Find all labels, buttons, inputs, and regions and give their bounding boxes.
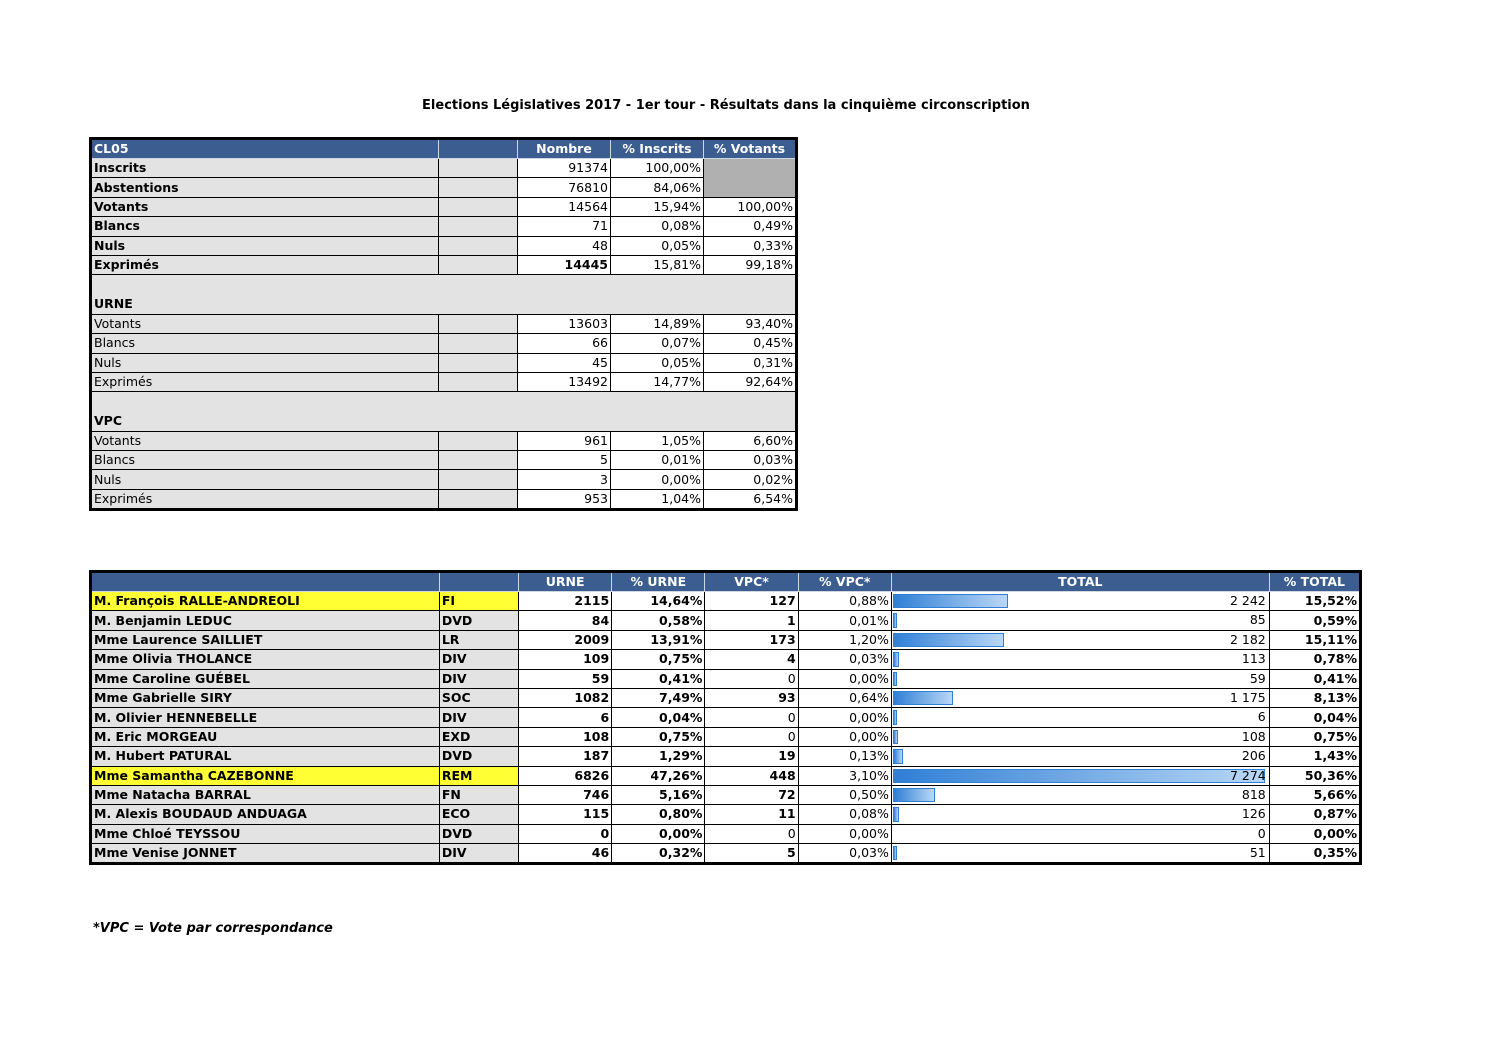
urne-row-blank xyxy=(439,334,518,353)
candidate-name: Mme Olivia THOLANCE xyxy=(91,650,440,669)
candidate-pct-urne: 0,04% xyxy=(612,708,705,727)
candidate-pct-urne: 47,26% xyxy=(612,766,705,785)
vpc-row-blank xyxy=(439,470,518,489)
candidate-total-cell xyxy=(891,785,1269,804)
vpc-row-nombre: 5 xyxy=(518,451,611,470)
candidate-pct-vpc: 3,10% xyxy=(798,766,891,785)
candidate-party: DIV xyxy=(439,669,518,688)
candidate-pct-total: 50,36% xyxy=(1269,766,1360,785)
urne-row-blank xyxy=(439,314,518,333)
candidate-urne: 2009 xyxy=(518,630,611,649)
candidate-vpc: 11 xyxy=(705,805,798,824)
footnote: *VPC = Vote par correspondance xyxy=(93,921,333,936)
urne-row xyxy=(91,334,797,353)
candidate-total-cell xyxy=(891,727,1269,746)
summary-header-cl05: CL05 xyxy=(91,139,439,159)
candidate-party: ECO xyxy=(439,805,518,824)
total-bar xyxy=(893,846,897,860)
candidate-total-cell xyxy=(891,630,1269,649)
summary-row xyxy=(91,236,797,255)
vpc-row-pct-votants: 6,54% xyxy=(704,489,797,509)
summary-row-blank xyxy=(439,159,518,178)
urne-row-label: Exprimés xyxy=(91,372,439,391)
summary-header-pct-votants: % Votants xyxy=(704,139,797,159)
summary-row-label: Blancs xyxy=(91,217,439,236)
candidate-pct-vpc: 0,00% xyxy=(798,669,891,688)
candidate-total-cell xyxy=(891,708,1269,727)
summary-row-label: Votants xyxy=(91,197,439,216)
candidate-pct-total: 0,59% xyxy=(1269,611,1360,630)
candidate-row xyxy=(91,592,1361,611)
candidate-pct-total: 0,87% xyxy=(1269,805,1360,824)
candidate-urne: 1082 xyxy=(518,688,611,707)
candidates-header-total: TOTAL xyxy=(891,572,1269,592)
section-title-row xyxy=(91,295,797,314)
candidate-row xyxy=(91,747,1361,766)
vpc-row-label: Blancs xyxy=(91,451,439,470)
urne-row-nombre: 45 xyxy=(518,353,611,372)
summary-row-pct-inscrits: 0,08% xyxy=(611,217,704,236)
candidate-total-cell xyxy=(891,669,1269,688)
candidate-name: M. François RALLE-ANDREOLI xyxy=(91,592,440,611)
urne-row-pct-inscrits: 14,77% xyxy=(611,372,704,391)
candidate-total: 7 274 xyxy=(1229,767,1266,783)
candidate-row xyxy=(91,844,1361,864)
summary-row-pct-inscrits: 15,81% xyxy=(611,255,704,274)
candidate-pct-urne: 0,80% xyxy=(612,805,705,824)
summary-row-pct-votants: 0,49% xyxy=(704,217,797,236)
candidate-party: DVD xyxy=(439,747,518,766)
vpc-row-pct-inscrits: 0,00% xyxy=(611,470,704,489)
candidate-party: DVD xyxy=(439,611,518,630)
summary-row-label: Abstentions xyxy=(91,178,439,197)
vpc-row-nombre: 953 xyxy=(518,489,611,509)
urne-row-label: Nuls xyxy=(91,353,439,372)
candidate-total: 2 242 xyxy=(1229,593,1266,608)
summary-row xyxy=(91,159,797,178)
candidate-name: Mme Samantha CAZEBONNE xyxy=(91,766,440,785)
section-gap xyxy=(91,392,797,412)
summary-row xyxy=(91,255,797,274)
urne-row-nombre: 66 xyxy=(518,334,611,353)
candidate-urne: 115 xyxy=(518,805,611,824)
candidates-header-vpc: VPC* xyxy=(705,572,798,592)
vpc-row-nombre: 3 xyxy=(518,470,611,489)
summary-row-blank xyxy=(439,197,518,216)
section-title-row xyxy=(91,412,797,431)
candidate-pct-total: 0,41% xyxy=(1269,669,1360,688)
candidates-header-pct-vpc: % VPC* xyxy=(798,572,891,592)
total-bar xyxy=(893,691,953,705)
candidate-name: M. Hubert PATURAL xyxy=(91,747,440,766)
vpc-row-nombre: 961 xyxy=(518,431,611,450)
candidate-party: EXD xyxy=(439,727,518,746)
candidate-total: 0 xyxy=(1257,825,1266,841)
candidate-pct-vpc: 0,13% xyxy=(798,747,891,766)
candidate-total: 59 xyxy=(1249,670,1266,686)
candidate-total-cell xyxy=(891,844,1269,864)
candidate-total-cell xyxy=(891,592,1269,611)
summary-row-nombre: 71 xyxy=(518,217,611,236)
candidate-urne: 59 xyxy=(518,669,611,688)
candidate-pct-vpc: 0,08% xyxy=(798,805,891,824)
candidate-pct-total: 15,11% xyxy=(1269,630,1360,649)
candidate-pct-urne: 0,75% xyxy=(612,727,705,746)
summary-row-blank xyxy=(439,217,518,236)
candidate-total-cell xyxy=(891,650,1269,669)
summary-row-blank xyxy=(439,178,518,197)
candidate-party: DIV xyxy=(439,650,518,669)
urne-row-pct-votants: 0,31% xyxy=(704,353,797,372)
candidate-pct-vpc: 0,01% xyxy=(798,611,891,630)
total-bar xyxy=(893,652,899,666)
candidate-pct-vpc: 0,03% xyxy=(798,844,891,864)
candidate-party: SOC xyxy=(439,688,518,707)
candidate-vpc: 448 xyxy=(705,766,798,785)
candidate-party: DIV xyxy=(439,708,518,727)
urne-row-pct-inscrits: 0,07% xyxy=(611,334,704,353)
candidate-name: Mme Natacha BARRAL xyxy=(91,785,440,804)
candidate-name: Mme Laurence SAILLIET xyxy=(91,630,440,649)
summary-header-blank xyxy=(439,139,518,159)
urne-row-pct-votants: 0,45% xyxy=(704,334,797,353)
candidates-body xyxy=(91,592,1361,864)
candidate-vpc: 1 xyxy=(705,611,798,630)
total-bar xyxy=(893,594,1008,608)
candidates-header-party xyxy=(439,572,518,592)
vpc-row xyxy=(91,470,797,489)
candidate-total: 126 xyxy=(1241,806,1266,822)
candidate-pct-urne: 5,16% xyxy=(612,785,705,804)
candidate-row xyxy=(91,630,1361,649)
candidate-pct-urne: 0,75% xyxy=(612,650,705,669)
candidate-pct-total: 8,13% xyxy=(1269,688,1360,707)
summary-row-nombre: 91374 xyxy=(518,159,611,178)
candidate-party: DVD xyxy=(439,824,518,843)
summary-row-nombre: 14445 xyxy=(518,255,611,274)
vpc-row-blank xyxy=(439,451,518,470)
candidate-party: FI xyxy=(439,592,518,611)
candidate-total-cell xyxy=(891,766,1269,785)
candidate-name: Mme Gabrielle SIRY xyxy=(91,688,440,707)
summary-row xyxy=(91,197,797,216)
candidate-row xyxy=(91,708,1361,727)
urne-row xyxy=(91,314,797,333)
vpc-row-label: Exprimés xyxy=(91,489,439,509)
candidate-vpc: 93 xyxy=(705,688,798,707)
summary-header-pct-inscrits: % Inscrits xyxy=(611,139,704,159)
candidate-urne: 0 xyxy=(518,824,611,843)
urne-row-pct-inscrits: 0,05% xyxy=(611,353,704,372)
candidate-row xyxy=(91,824,1361,843)
candidate-total: 1 175 xyxy=(1229,689,1266,705)
candidate-pct-vpc: 0,00% xyxy=(798,824,891,843)
urne-row-blank xyxy=(439,353,518,372)
summary-row-pct-inscrits: 100,00% xyxy=(611,159,704,178)
candidate-pct-total: 0,78% xyxy=(1269,650,1360,669)
candidate-total: 113 xyxy=(1241,651,1266,667)
candidate-urne: 187 xyxy=(518,747,611,766)
candidate-total: 206 xyxy=(1241,748,1266,764)
candidate-party: REM xyxy=(439,766,518,785)
candidate-urne: 746 xyxy=(518,785,611,804)
candidate-urne: 6826 xyxy=(518,766,611,785)
urne-row-label: Votants xyxy=(91,314,439,333)
candidate-pct-total: 15,52% xyxy=(1269,592,1360,611)
summary-row-nombre: 76810 xyxy=(518,178,611,197)
summary-grey-cell xyxy=(704,159,797,198)
summary-row xyxy=(91,217,797,236)
candidate-pct-urne: 0,41% xyxy=(612,669,705,688)
vpc-row-blank xyxy=(439,431,518,450)
summary-row-label: Exprimés xyxy=(91,255,439,274)
urne-row xyxy=(91,372,797,391)
summary-header-nombre: Nombre xyxy=(518,139,611,159)
candidate-vpc: 127 xyxy=(705,592,798,611)
candidate-total: 6 xyxy=(1257,709,1266,725)
total-bar xyxy=(893,710,897,724)
candidate-party: LR xyxy=(439,630,518,649)
candidate-pct-vpc: 0,64% xyxy=(798,688,891,707)
candidate-total-cell xyxy=(891,824,1269,843)
summary-row-nombre: 14564 xyxy=(518,197,611,216)
summary-row-pct-votants: 100,00% xyxy=(704,197,797,216)
candidates-header-name xyxy=(91,572,440,592)
urne-section-title: URNE xyxy=(91,295,797,314)
candidate-pct-total: 0,00% xyxy=(1269,824,1360,843)
urne-row-nombre: 13603 xyxy=(518,314,611,333)
candidates-header-pct-urne: % URNE xyxy=(612,572,705,592)
summary-row-nombre: 48 xyxy=(518,236,611,255)
candidate-pct-total: 1,43% xyxy=(1269,747,1360,766)
urne-row-pct-votants: 92,64% xyxy=(704,372,797,391)
candidate-pct-urne: 7,49% xyxy=(612,688,705,707)
urne-row xyxy=(91,353,797,372)
vpc-section-title: VPC xyxy=(91,412,797,431)
total-bar xyxy=(893,749,904,763)
candidate-urne: 109 xyxy=(518,650,611,669)
candidate-urne: 46 xyxy=(518,844,611,864)
candidate-party: FN xyxy=(439,785,518,804)
candidate-vpc: 19 xyxy=(705,747,798,766)
vpc-row xyxy=(91,431,797,450)
candidate-pct-urne: 0,58% xyxy=(612,611,705,630)
candidate-name: M. Benjamin LEDUC xyxy=(91,611,440,630)
total-bar xyxy=(893,672,897,686)
candidates-table xyxy=(89,570,1362,865)
candidate-total: 818 xyxy=(1241,786,1266,802)
candidate-pct-vpc: 0,00% xyxy=(798,727,891,746)
candidate-row xyxy=(91,669,1361,688)
candidate-vpc: 0 xyxy=(705,708,798,727)
vpc-row-pct-votants: 0,03% xyxy=(704,451,797,470)
urne-row-nombre: 13492 xyxy=(518,372,611,391)
candidate-vpc: 173 xyxy=(705,630,798,649)
candidate-name: Mme Caroline GUÉBEL xyxy=(91,669,440,688)
summary-row-blank xyxy=(439,255,518,274)
candidate-name: Mme Venise JONNET xyxy=(91,844,440,864)
candidate-pct-urne: 13,91% xyxy=(612,630,705,649)
summary-header-row xyxy=(91,139,797,159)
summary-row xyxy=(91,178,797,197)
candidate-pct-urne: 14,64% xyxy=(612,592,705,611)
candidate-pct-urne: 0,00% xyxy=(612,824,705,843)
candidate-vpc: 5 xyxy=(705,844,798,864)
summary-row-pct-votants: 0,33% xyxy=(704,236,797,255)
total-bar xyxy=(893,769,1265,783)
summary-row-blank xyxy=(439,236,518,255)
candidate-total: 51 xyxy=(1249,845,1266,861)
candidate-name: M. Alexis BOUDAUD ANDUAGA xyxy=(91,805,440,824)
vpc-row-label: Nuls xyxy=(91,470,439,489)
candidate-pct-vpc: 0,00% xyxy=(798,708,891,727)
summary-row-pct-inscrits: 0,05% xyxy=(611,236,704,255)
summary-row-pct-votants: 99,18% xyxy=(704,255,797,274)
summary-row-label: Nuls xyxy=(91,236,439,255)
candidate-pct-total: 0,35% xyxy=(1269,844,1360,864)
total-bar xyxy=(893,633,1005,647)
candidate-total-cell xyxy=(891,805,1269,824)
candidate-vpc: 0 xyxy=(705,824,798,843)
candidate-pct-vpc: 0,50% xyxy=(798,785,891,804)
candidate-vpc: 0 xyxy=(705,669,798,688)
candidate-pct-total: 0,75% xyxy=(1269,727,1360,746)
candidate-total: 108 xyxy=(1241,728,1266,744)
candidate-row xyxy=(91,650,1361,669)
candidate-urne: 2115 xyxy=(518,592,611,611)
candidate-pct-vpc: 1,20% xyxy=(798,630,891,649)
candidates-header-row xyxy=(91,572,1361,592)
section-gap xyxy=(91,275,797,295)
urne-row-pct-votants: 93,40% xyxy=(704,314,797,333)
candidate-pct-total: 0,04% xyxy=(1269,708,1360,727)
candidate-vpc: 4 xyxy=(705,650,798,669)
vpc-row-pct-inscrits: 1,05% xyxy=(611,431,704,450)
candidate-total-cell xyxy=(891,688,1269,707)
candidate-row xyxy=(91,766,1361,785)
summary-main-body xyxy=(91,159,797,510)
candidate-row xyxy=(91,727,1361,746)
total-bar xyxy=(893,807,899,821)
urne-row-blank xyxy=(439,372,518,391)
candidate-vpc: 0 xyxy=(705,727,798,746)
vpc-row-pct-inscrits: 1,04% xyxy=(611,489,704,509)
candidate-urne: 6 xyxy=(518,708,611,727)
candidate-total-cell xyxy=(891,611,1269,630)
candidate-vpc: 72 xyxy=(705,785,798,804)
summary-row-pct-inscrits: 15,94% xyxy=(611,197,704,216)
summary-table xyxy=(89,137,798,511)
candidate-pct-urne: 0,32% xyxy=(612,844,705,864)
candidate-pct-vpc: 0,88% xyxy=(798,592,891,611)
vpc-row-pct-votants: 0,02% xyxy=(704,470,797,489)
urne-row-label: Blancs xyxy=(91,334,439,353)
candidate-total: 2 182 xyxy=(1229,631,1266,647)
candidate-total-cell xyxy=(891,747,1269,766)
vpc-row xyxy=(91,489,797,509)
candidates-header-urne: URNE xyxy=(518,572,611,592)
candidate-pct-total: 5,66% xyxy=(1269,785,1360,804)
candidate-name: M. Eric MORGEAU xyxy=(91,727,440,746)
urne-row-pct-inscrits: 14,89% xyxy=(611,314,704,333)
summary-row-label: Inscrits xyxy=(91,159,439,178)
vpc-row-blank xyxy=(439,489,518,509)
candidate-row xyxy=(91,611,1361,630)
total-bar xyxy=(893,730,899,744)
total-bar xyxy=(893,788,935,802)
candidate-pct-urne: 1,29% xyxy=(612,747,705,766)
candidate-row xyxy=(91,785,1361,804)
summary-row-pct-inscrits: 84,06% xyxy=(611,178,704,197)
candidate-name: M. Olivier HENNEBELLE xyxy=(91,708,440,727)
candidate-urne: 108 xyxy=(518,727,611,746)
vpc-row xyxy=(91,451,797,470)
vpc-row-pct-inscrits: 0,01% xyxy=(611,451,704,470)
candidate-row xyxy=(91,688,1361,707)
candidate-urne: 84 xyxy=(518,611,611,630)
vpc-row-label: Votants xyxy=(91,431,439,450)
candidate-row xyxy=(91,805,1361,824)
candidate-pct-vpc: 0,03% xyxy=(798,650,891,669)
candidate-name: Mme Chloé TEYSSOU xyxy=(91,824,440,843)
page-title: Elections Législatives 2017 - 1er tour - Résultats dans la cinquième circonscription xyxy=(422,98,1030,113)
total-bar xyxy=(893,613,897,627)
candidate-party: DIV xyxy=(439,844,518,864)
candidates-header-pct-total: % TOTAL xyxy=(1269,572,1360,592)
vpc-row-pct-votants: 6,60% xyxy=(704,431,797,450)
candidate-total: 85 xyxy=(1249,612,1266,628)
